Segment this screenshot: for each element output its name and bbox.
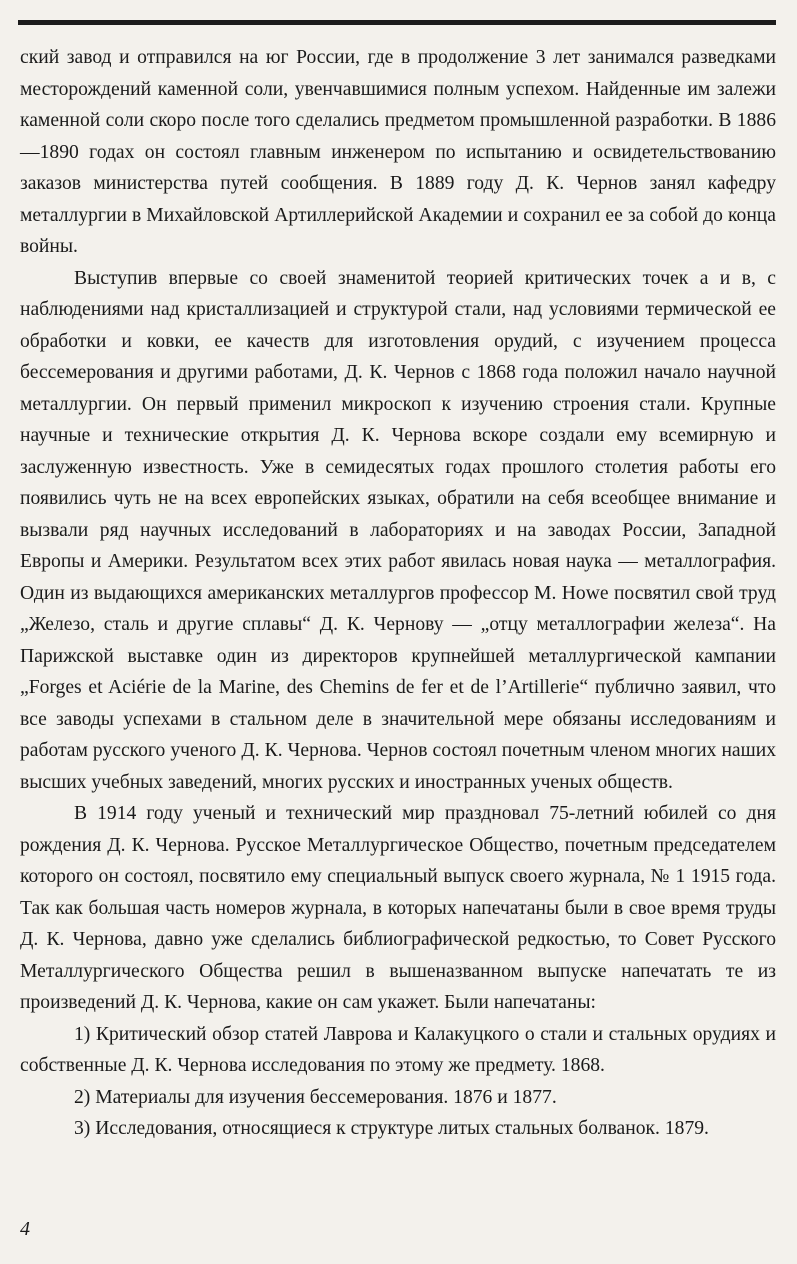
header-rule [18,20,776,25]
paragraph: Выступив впервые со своей знаменитой теорией критических точек а и в, с наблюдениями над кристаллизацией и структурой стали, над условиями термической ее обработки и ковки, ее качеств для изготовления орудий, с изучением процесса бессемерования и другими работами, Д. К. Чернов с 1868 года положил начало научной металлургии. Он первый применил микроскоп к изучению строения стали. Крупные научные и технические открытия Д. К. Чернова вскоре создали ему всемирную и заслуженную известность. Уже в семидесятых годах прошлого столетия работы его появились чуть не на всех европейских языках, обратили на себя всеобщее внимание и вызвали ряд научных исследований в лабораториях и на заводах России, Западной Европы и Америки. Результатом всех этих работ явилась новая наука — металлография. Один из выдающихся американских металлургов профессор М. Howe посвятил свой труд „Железо, сталь и другие сплавы“ Д. К. Чернову — „отцу металлографии железа“. На Парижской выставке один из директоров крупнейшей металлургической кампании „Forges et Aciérie de la Marine, des Chemins de fer et de l’Artillerie“ публично заявил, что все заводы успехами в стальном деле в значительной мере обязаны исследованиям и работам русского ученого Д. К. Чернова. Чернов состоял почетным членом многих наших высших учебных заведений, многих русских и иностранных ученых обществ. [20,267,776,793]
body-text [20,42,776,1145]
paragraph: ский завод и отправился на юг России, где в продолжение 3 лет занимался разведками месторождений каменной соли, увенчавшимися полным успехом. Найденные им залежи каменной соли скоро после того сделались предметом промышленной разработки. В 1886—1890 годах он состоял главным инженером по испытанию и освидетельствованию заказов министерства путей сообщения. В 1889 году Д. К. Чернов занял кафедру металлургии в Михайловской Артиллерийской Академии и сохранил ее за собой до конца войны. [20,47,776,257]
page-number: 4 [20,1218,30,1240]
list-item: 1) Критический обзор статей Лаврова и Калакуцкого о стали и стальных орудиях и собственные Д. К. Чернова исследования по этому же предмету. 1868. [20,1023,776,1076]
list-item: 3) Исследования, относящиеся к структуре литых стальных болванок. 1879. [74,1118,709,1139]
paragraph: В 1914 году ученый и технический мир праздновал 75-летний юбилей со дня рождения Д. К. Чернова. Русское Металлургическое Общество, почетным председателем которого он состоял, посвятило ему специальный выпуск своего журнала, № 1 1915 года. Так как большая часть номеров журнала, в которых напечатаны были в свое время труды Д. К. Чернова, давно уже сделались библиографической редкостью, то Совет Русского Металлургического Общества решил в вышеназванном выпуске напечатать те из произведений Д. К. Чернова, какие он сам укажет. Были напечатаны: [20,803,776,1013]
list-item: 2) Материалы для изучения бессемерования. 1876 и 1877. [74,1086,557,1108]
